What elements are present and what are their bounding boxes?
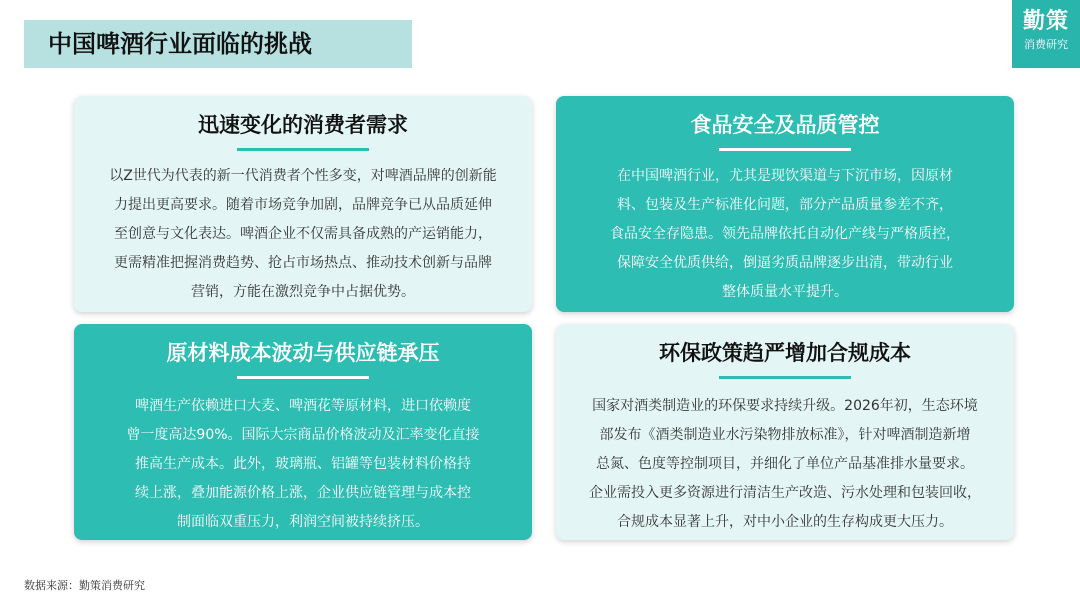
heading-underline [237, 376, 369, 379]
heading-underline [719, 376, 851, 379]
challenge-card-food-safety [556, 96, 1014, 312]
card-heading: 原材料成本波动与供应链承压 [166, 341, 440, 365]
card-body-line: 啤酒生产依赖进口大麦、啤酒花等原材料，进口依赖度 [135, 398, 471, 414]
card-body-line: 国家对酒类制造业的环保要求持续升级。2026年初，生态环境 [592, 398, 978, 414]
card-body-line: 以Z世代为代表的新一代消费者个性多变，对啤酒品牌的创新能 [109, 168, 497, 184]
card-body [90, 162, 516, 307]
title-banner [24, 20, 412, 68]
card-body-line: 在中国啤酒行业，尤其是现饮渠道与下沉市场，因原材 [617, 168, 953, 184]
card-body-line: 合规成本显著上升，对中小企业的生存构成更大压力。 [617, 514, 953, 530]
card-heading: 迅速变化的消费者需求 [198, 113, 408, 137]
heading-underline [237, 148, 369, 151]
logo-sub-text: 消费研究 [1024, 38, 1068, 51]
card-body-line: 力提出更高要求。随着市场竞争加剧，品牌竞争已从品质延伸 [114, 197, 492, 213]
card-body-line: 续上涨，叠加能源价格上涨，企业供应链管理与成本控 [135, 485, 471, 501]
card-heading: 食品安全及品质管控 [690, 113, 880, 137]
brand-logo [1012, 0, 1080, 68]
card-body-line: 料、包装及生产标准化问题，部分产品质量参差不齐， [617, 197, 953, 213]
challenge-card-consumer-demand [74, 96, 532, 312]
card-body-line: 曾一度高达90%。国际大宗商品价格波动及汇率变化直接 [126, 427, 480, 443]
heading-underline [719, 148, 851, 151]
card-heading: 环保政策趋严增加合规成本 [659, 341, 911, 365]
challenge-card-raw-materials [74, 324, 532, 540]
card-body [572, 162, 998, 307]
card-body [90, 392, 516, 537]
card-body-line: 更需精准把握消费趋势、抢占市场热点、推动技术创新与品牌 [114, 255, 492, 271]
card-body [572, 392, 998, 537]
card-body-line: 整体质量水平提升。 [722, 284, 848, 300]
card-body-line: 总氮、色度等控制项目，并细化了单位产品基准排水量要求。 [596, 456, 974, 472]
card-body-line: 营销，方能在激烈竞争中占据优势。 [191, 284, 415, 300]
page-title: 中国啤酒行业面临的挑战 [48, 30, 312, 58]
card-body-line: 食品安全存隐患。领先品牌依托自动化产线与严格质控， [610, 226, 960, 242]
logo-main-text: 勤策 [1022, 9, 1069, 34]
card-body-line: 企业需投入更多资源进行清洁生产改造、污水处理和包装回收， [589, 485, 981, 501]
card-body-line: 部发布《酒类制造业水污染物排放标准》，针对啤酒制造新增 [599, 427, 971, 443]
card-body-line: 至创意与文化表达。啤酒企业不仅需具备成熟的产运销能力， [114, 226, 492, 242]
card-body-line: 推高生产成本。此外，玻璃瓶、铝罐等包装材料价格持 [135, 456, 471, 472]
card-body-line: 制面临双重压力，利润空间被持续挤压。 [177, 514, 429, 530]
source-note: 数据来源：勤策消费研究 [24, 579, 145, 592]
card-body-line: 保障安全优质供给，倒逼劣质品牌逐步出清，带动行业 [617, 255, 953, 271]
challenge-card-environmental-policy [556, 324, 1014, 540]
